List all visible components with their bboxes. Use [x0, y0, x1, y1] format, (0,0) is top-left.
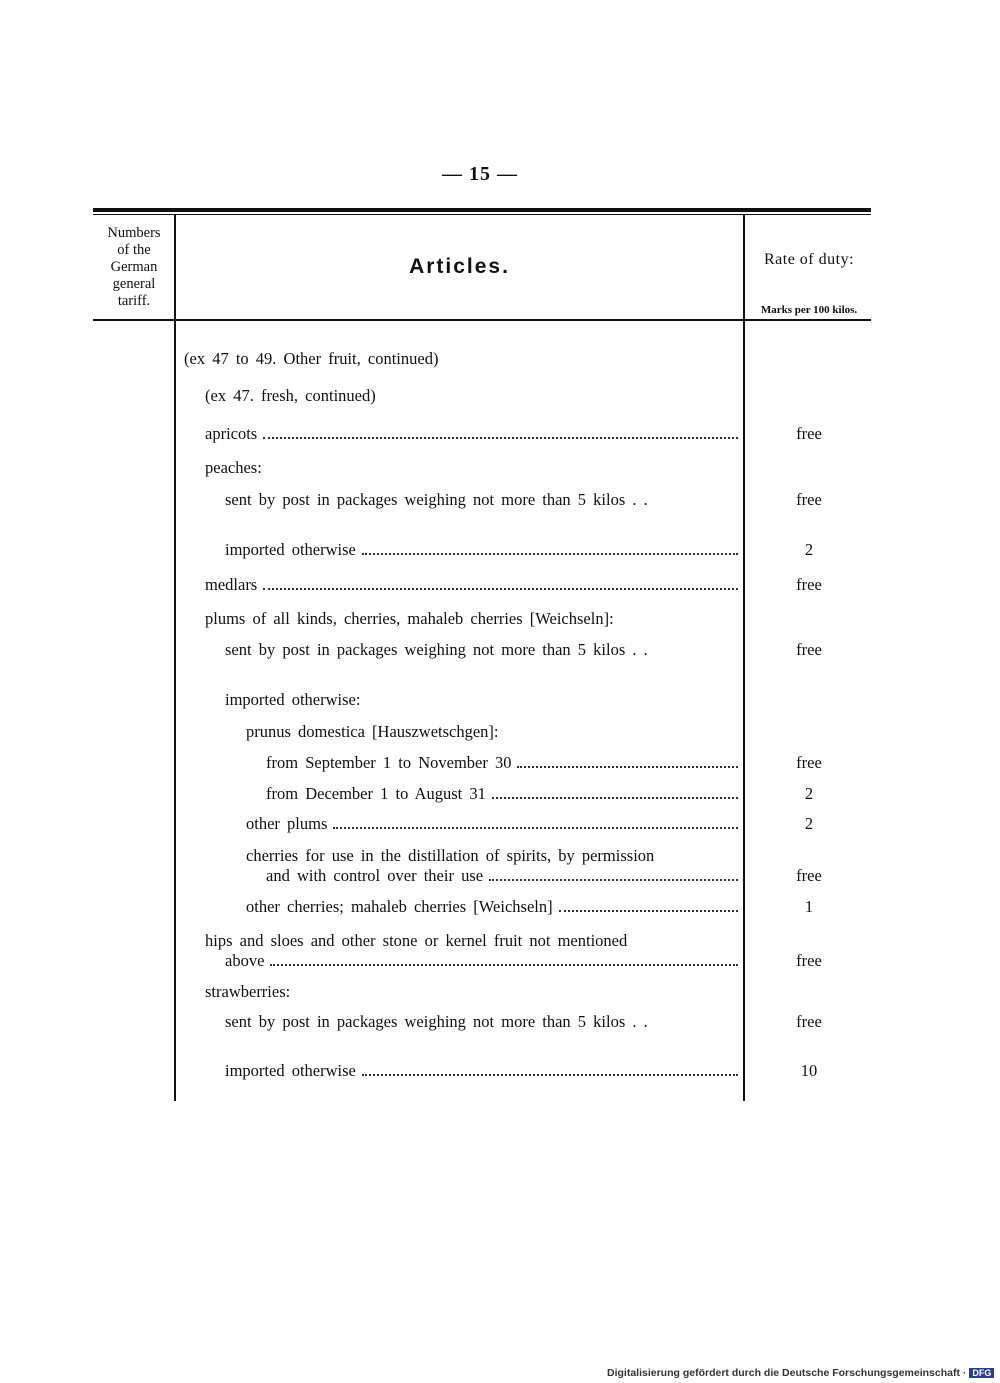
table-row	[0, 846, 1000, 868]
article-text: strawberries:	[205, 982, 291, 1001]
table-row	[0, 1012, 1000, 1034]
table-row	[0, 951, 1000, 973]
table-row	[0, 424, 1000, 446]
table-row	[0, 982, 1000, 1004]
table-row	[0, 931, 1000, 953]
header-numbers-line: Numbers	[107, 225, 161, 241]
dot-leader	[263, 436, 738, 439]
table-row	[0, 814, 1000, 836]
article-text: apricots	[205, 424, 258, 443]
table-row	[0, 866, 1000, 888]
table-row	[0, 540, 1000, 562]
article-text: from September 1 to November 30	[266, 753, 512, 772]
rate-value: free	[796, 424, 822, 443]
table-row	[0, 784, 1000, 806]
header-numbers-line: German	[110, 259, 158, 275]
rate-value: 10	[800, 1061, 818, 1080]
table-top-rule-thin	[93, 214, 871, 215]
article-text: peaches:	[205, 458, 262, 477]
table-row	[0, 1061, 1000, 1083]
article-text: above	[225, 951, 265, 970]
article-text: (ex 47 to 49. Other fruit, continued)	[184, 349, 439, 368]
table-row	[0, 609, 1000, 631]
dot-leader	[362, 552, 738, 555]
table-row	[0, 897, 1000, 919]
header-articles: Articles.	[409, 255, 510, 278]
digitization-credit	[607, 1367, 994, 1379]
rate-value: free	[796, 1012, 822, 1031]
article-text: sent by post in packages weighing not more than 5 kilos . .	[225, 1012, 648, 1031]
article-text: (ex 47. fresh, continued)	[205, 386, 376, 405]
rate-value: free	[796, 951, 822, 970]
credit-text: Digitalisierung gefördert durch die Deutsche Forschungsgemeinschaft ·	[607, 1367, 967, 1379]
table-row	[0, 690, 1000, 712]
table-row	[0, 575, 1000, 597]
table-row	[0, 753, 1000, 775]
dot-leader	[362, 1073, 738, 1076]
article-text: imported otherwise	[225, 1061, 356, 1080]
rate-value: free	[796, 753, 822, 772]
rate-value: free	[796, 866, 822, 885]
article-text: from December 1 to August 31	[266, 784, 486, 803]
rate-value: 2	[804, 540, 814, 559]
article-text: other plums	[246, 814, 328, 833]
table-row	[0, 458, 1000, 480]
header-rate-of-duty: Rate of duty:	[763, 251, 855, 268]
rate-value: free	[796, 640, 822, 659]
table-row	[0, 386, 1000, 408]
article-text: imported otherwise	[225, 540, 356, 559]
dot-leader	[333, 826, 738, 829]
article-text: hips and sloes and other stone or kernel fruit not mentioned	[205, 931, 628, 950]
dot-leader	[492, 796, 738, 799]
dot-leader	[263, 587, 738, 590]
dot-leader	[517, 765, 738, 768]
page-number: — 15 —	[442, 163, 518, 185]
article-text: other cherries; mahaleb cherries [Weichseln]	[246, 897, 553, 916]
header-bottom-rule	[93, 319, 871, 321]
rate-value: free	[796, 490, 822, 509]
article-text: plums of all kinds, cherries, mahaleb cherries [Weichseln]:	[205, 609, 614, 628]
table-row	[0, 490, 1000, 512]
table-top-rule	[93, 208, 871, 212]
article-text: imported otherwise:	[225, 690, 361, 709]
table-row	[0, 722, 1000, 744]
dot-leader	[559, 909, 738, 912]
rate-value: 1	[804, 897, 814, 916]
rate-value: free	[796, 575, 822, 594]
header-numbers-line: general	[112, 276, 156, 292]
header-numbers-line: of the	[117, 242, 151, 258]
article-text: cherries for use in the distillation of spirits, by permission	[246, 846, 655, 865]
header-numbers-column	[95, 225, 173, 310]
dot-leader	[270, 963, 738, 966]
rate-value: 2	[804, 814, 814, 833]
article-text: and with control over their use	[266, 866, 484, 885]
table-row	[0, 349, 1000, 371]
rate-value: 2	[804, 784, 814, 803]
header-rate-unit: Marks per 100 kilos.	[760, 304, 858, 316]
dfg-logo: DFG	[969, 1368, 994, 1378]
article-text: sent by post in packages weighing not more than 5 kilos . .	[225, 640, 648, 659]
article-text: sent by post in packages weighing not more than 5 kilos . .	[225, 490, 648, 509]
article-text: prunus domestica [Hauszwetschgen]:	[246, 722, 499, 741]
article-text: medlars	[205, 575, 258, 594]
header-numbers-line: tariff.	[117, 293, 151, 309]
dot-leader	[489, 878, 738, 881]
table-row	[0, 640, 1000, 662]
